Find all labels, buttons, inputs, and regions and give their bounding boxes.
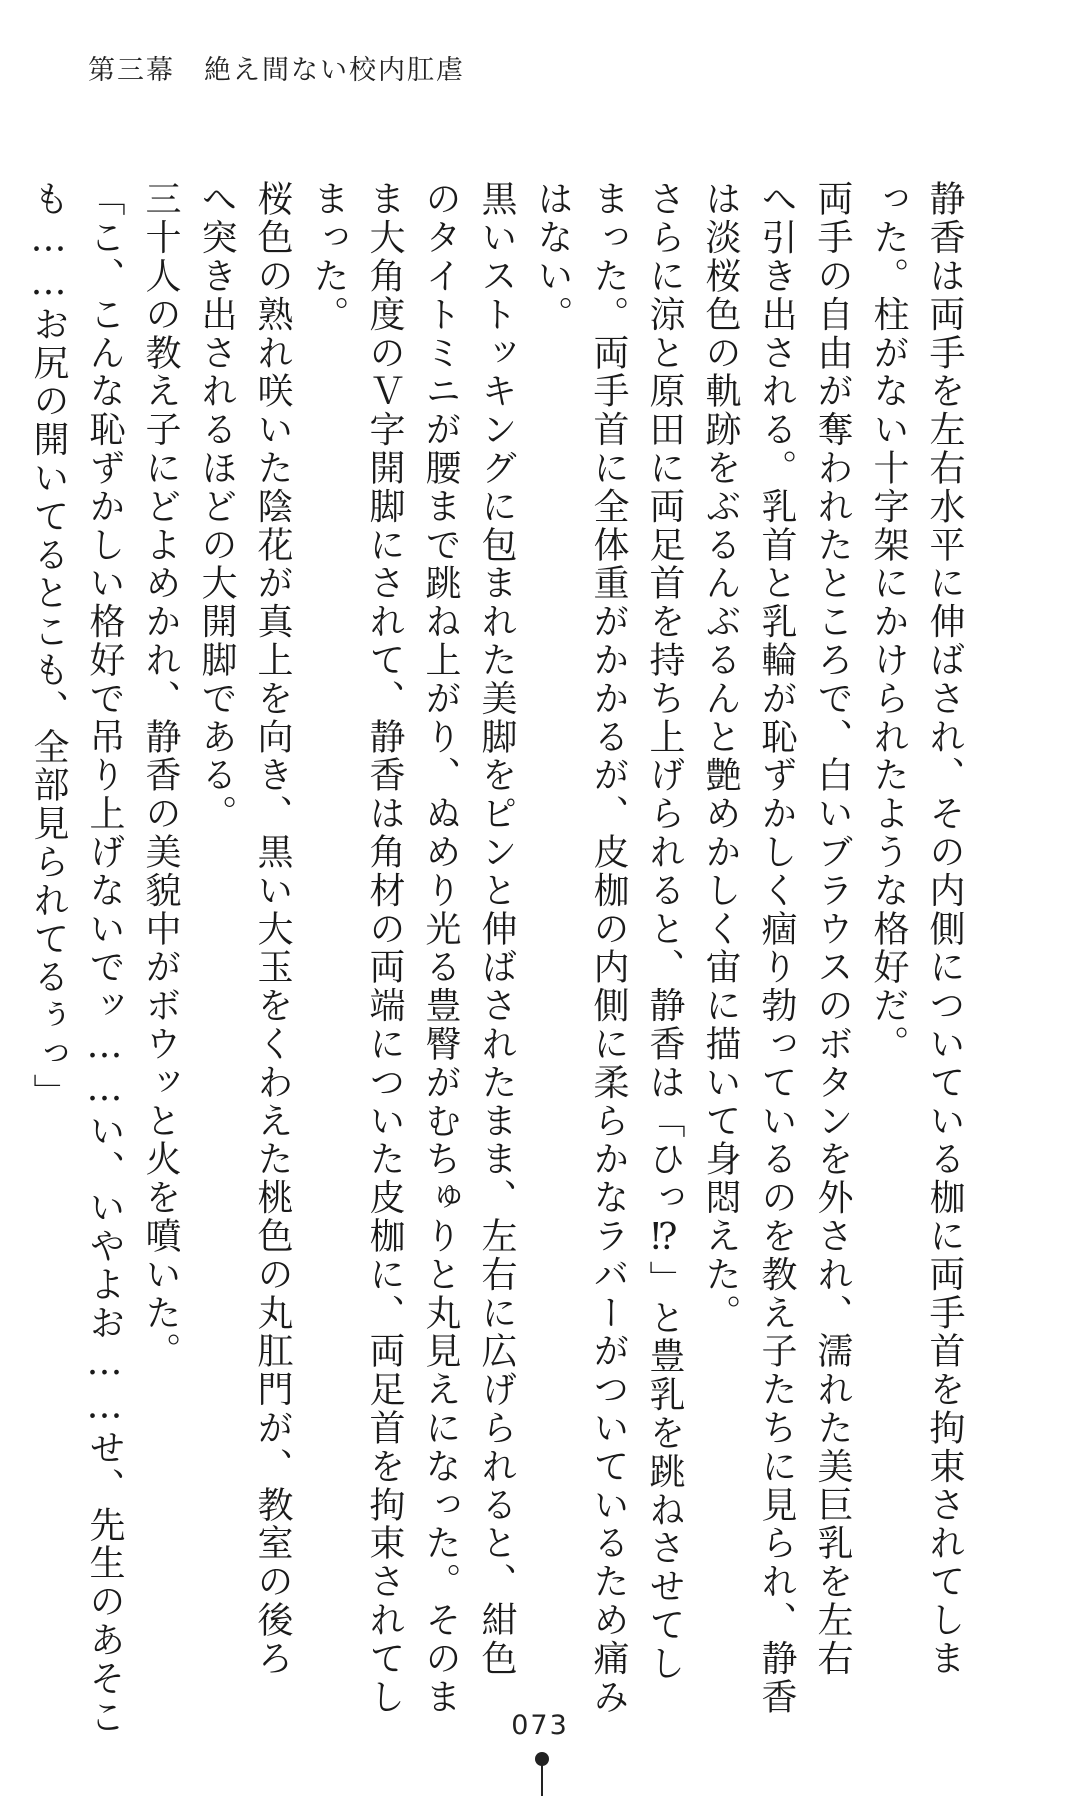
text-line: 黒いストッキングに包まれた美脚をピンと伸ばされたまま、左右に広げられると、紺色 [476, 180, 517, 1678]
text-line: も……お尻の開いてるとこも、全部見られてるぅっ」 [28, 180, 69, 1112]
text-line: へ突き出されるほどの大開脚である。 [196, 180, 237, 833]
text-line: まった。両手首に全体重がかかるが、皮枷の内側に柔らかなラバーがついているため痛み [588, 180, 629, 1716]
text-line: ま大角度のＶ字開脚にされて、静香は角材の両端についた皮枷に、両足首を拘束されてし [364, 180, 405, 1716]
text-line: った。柱がない十字架にかけられたような格好だ。 [868, 180, 909, 1064]
text-line: 両手の自由が奪われたところで、白いブラウスのボタンを外され、濡れた美巨乳を左右 [812, 180, 853, 1678]
page-number: 073 [511, 1710, 569, 1741]
text-line: へ引き出される。乳首と乳輪が恥ずかしく痼り勃っているのを教え子たちに見られ、静香 [756, 180, 797, 1716]
text-line: 三十人の教え子にどよめかれ、静香の美貌中がボウッと火を噴いた。 [140, 180, 181, 1371]
text-line: 静香は両手を左右水平に伸ばされ、その内側についている枷に両手首を拘束されてしま [924, 180, 965, 1678]
text-line: はない。 [532, 180, 573, 334]
text-line: のタイトミニが腰まで跳ね上がり、ぬめり光る豊臀がむちゅりと丸見えになった。そのま [420, 180, 461, 1716]
text-line: さらに涼と原田に両足首を持ち上げられると、静香は「ひっ⁉」と豊乳を跳ねさせてし [644, 180, 685, 1683]
running-title: 第三幕 絶え間ない校内肛虐 [88, 55, 465, 86]
text-line: は淡桜色の軌跡をぶるんぶるんと艶めかしく宙に描いて身悶えた。 [700, 180, 741, 1332]
page-marker-line [541, 1764, 543, 1796]
text-line: まった。 [308, 180, 349, 334]
text-line: 「こ、こんな恥ずかしい格好で吊り上げないでッ……い、いやよお……せ、先生のあそこ [84, 180, 125, 1736]
text-line: 桜色の熟れ咲いた陰花が真上を向き、黒い大玉をくわえた桃色の丸肛門が、教室の後ろ [252, 180, 293, 1678]
